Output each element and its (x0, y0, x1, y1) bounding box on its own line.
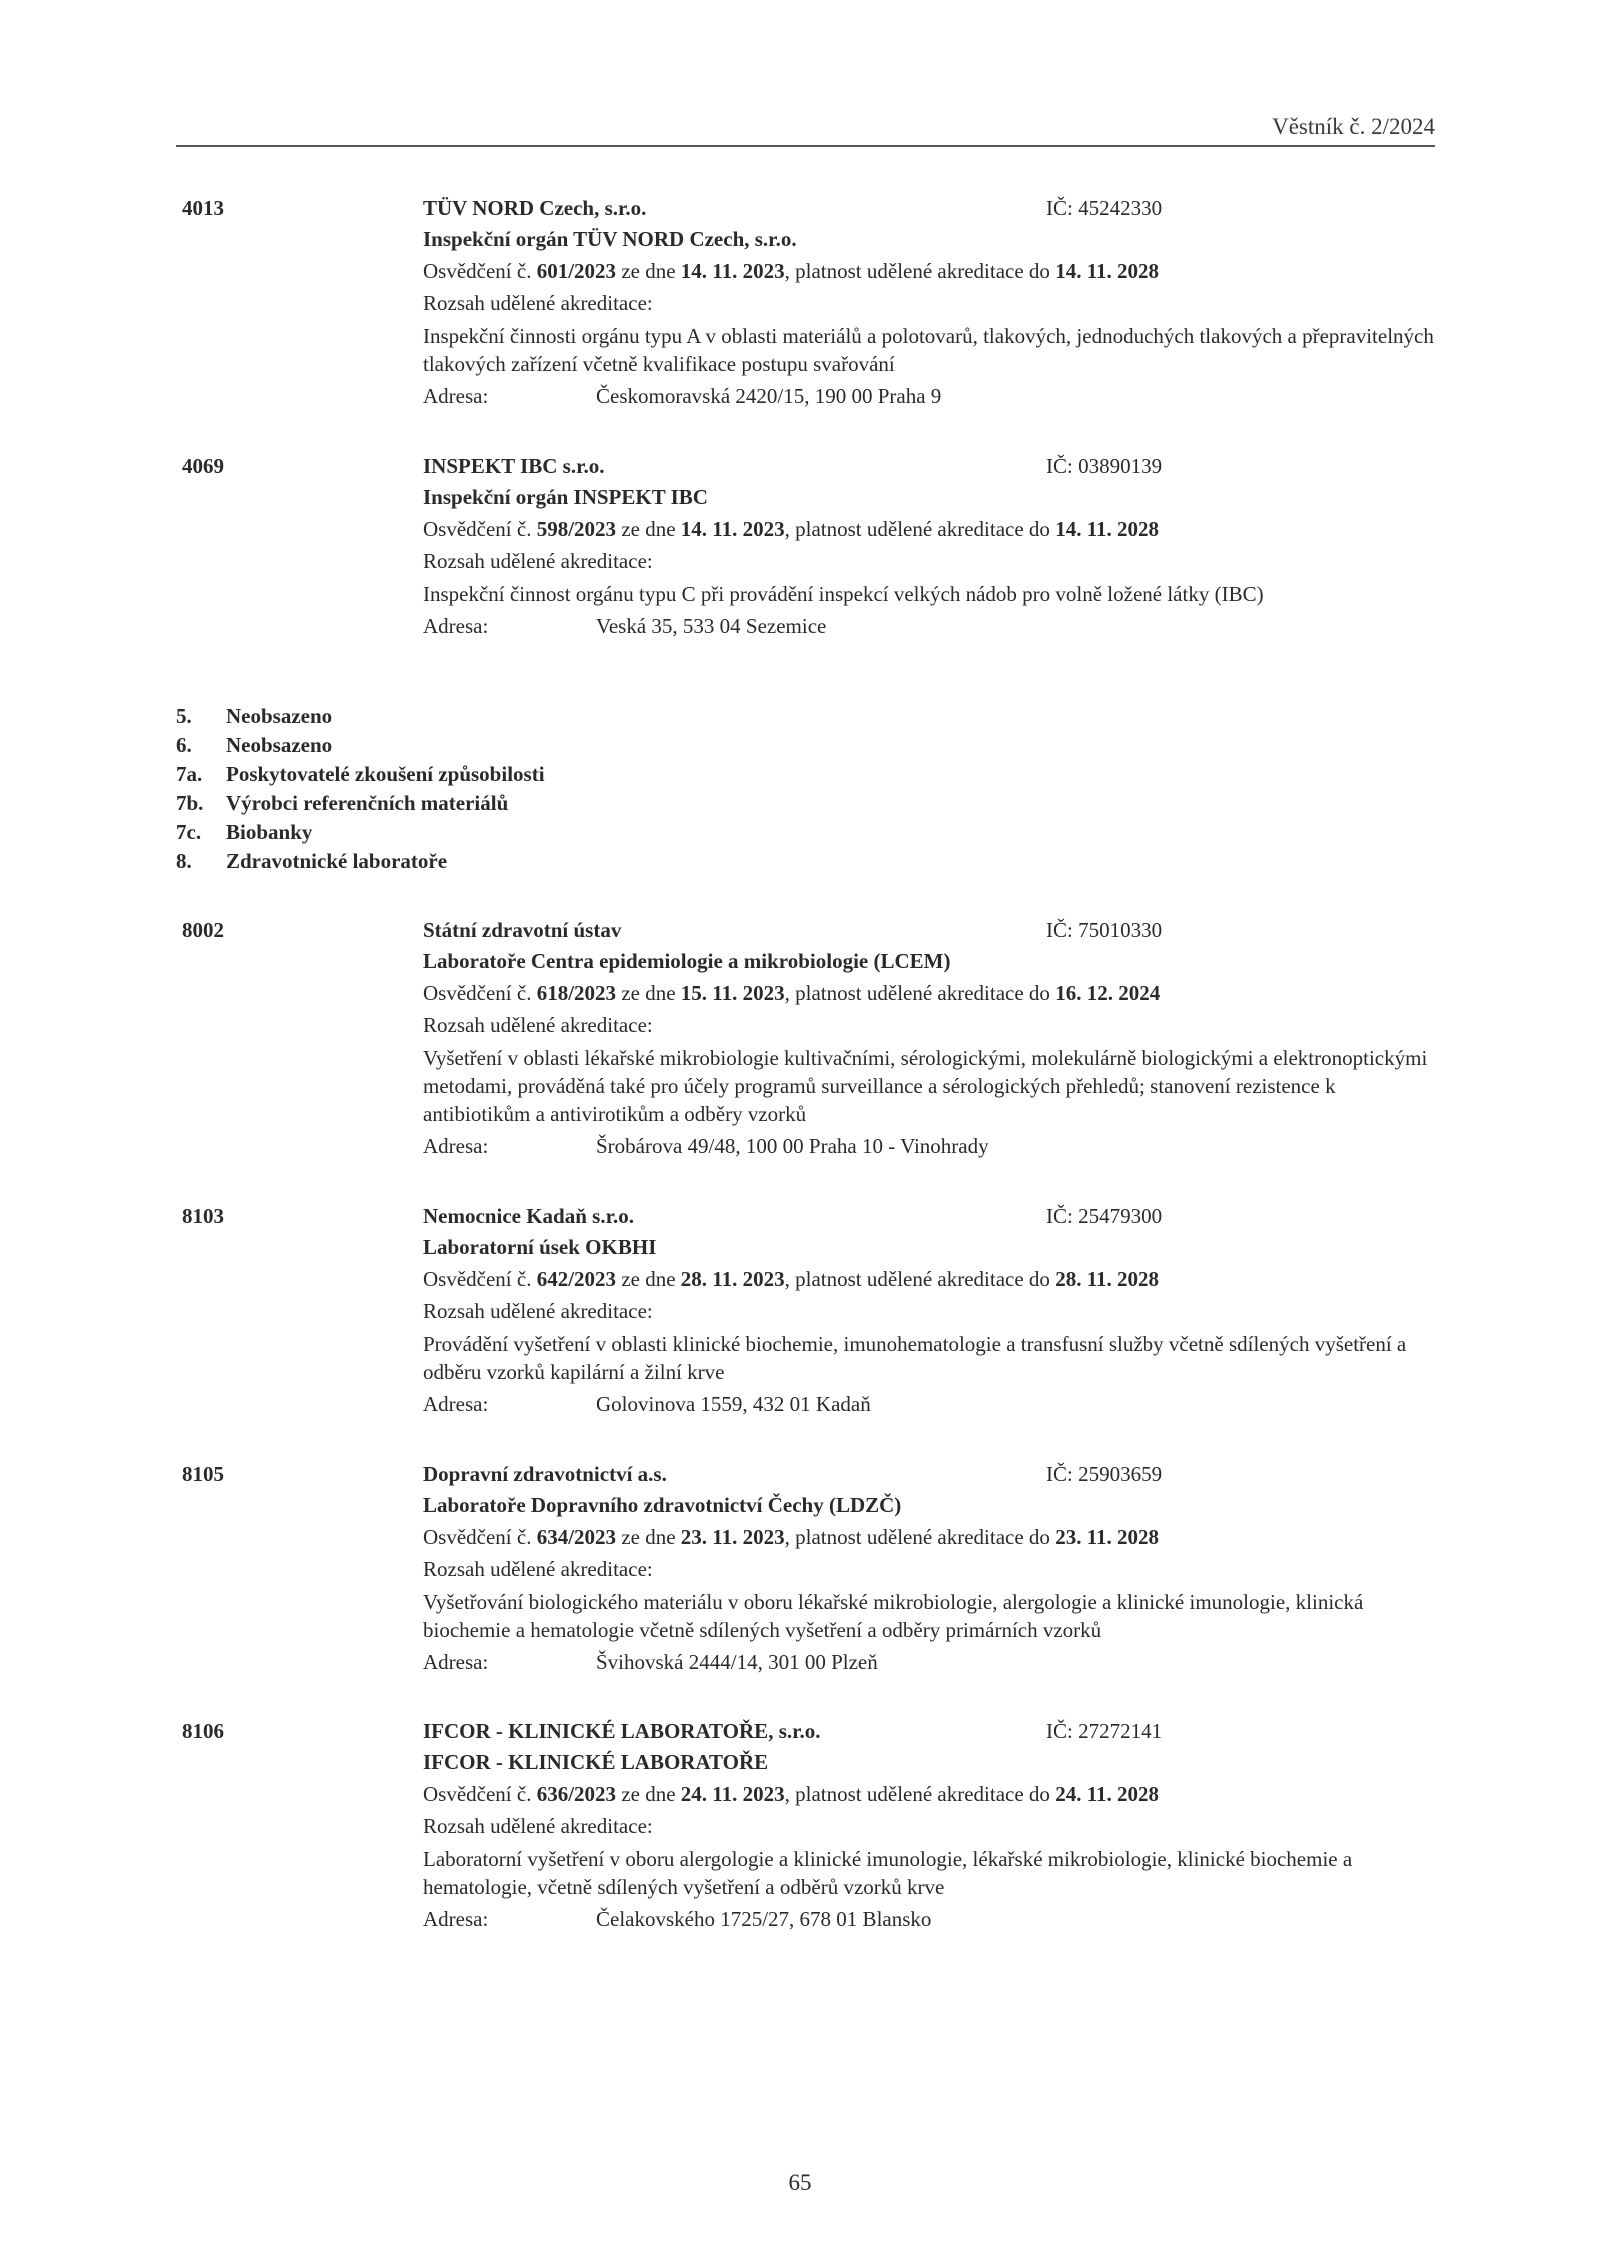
entry-ico: IČ: 25903659 (1046, 1462, 1163, 1486)
entry-address: Adresa: Českomoravská 2420/15, 190 00 Praha 9 (423, 384, 942, 408)
entry-certificate: Osvědčení č. 642/2023 ze dne 28. 11. 2023, platnost udělené akreditace do 28. 11. 2028 (423, 1267, 1160, 1291)
entry-scope-label: Rozsah udělené akreditace: (423, 1299, 653, 1323)
entry-number: 8105 (182, 1462, 224, 1486)
entry-scope-text: Laboratorní vyšetření v oboru alergologie a klinické imunologie, lékařské mikrobiologie, klinické biochemie a hematologie, včetně sdílených vyšetření a odběrů vzorků krve (423, 1847, 1353, 1899)
entry-scope-label: Rozsah udělené akreditace: (423, 1557, 653, 1581)
entry-lab-name: IFCOR - KLINICKÉ LABORATOŘE (423, 1750, 769, 1774)
section-heading: 7c. Biobanky (176, 820, 313, 844)
page-number: 65 (788, 2170, 812, 2195)
page-header-title: Věstník č. 2/2024 (1272, 114, 1435, 139)
entry-certificate: Osvědčení č. 598/2023 ze dne 14. 11. 2023, platnost udělené akreditace do 14. 11. 2028 (423, 517, 1160, 541)
section-heading: 7a. Poskytovatelé zkoušení způsobilosti (176, 762, 545, 786)
entry-address: Adresa: Šrobárova 49/48, 100 00 Praha 10 - Vinohrady (423, 1134, 989, 1158)
entry-number: 8002 (182, 918, 224, 942)
entry-ico: IČ: 25479300 (1046, 1204, 1163, 1228)
section-heading: 7b. Výrobci referenčních materiálů (176, 791, 509, 815)
entry-organization: Dopravní zdravotnictví a.s. (423, 1462, 667, 1486)
entry-address: Adresa: Švihovská 2444/14, 301 00 Plzeň (423, 1650, 878, 1674)
entry-scope-text: Vyšetřování biologického materiálu v oboru lékařské mikrobiologie, alergologie a klinické imunologie, klinická biochemie a hematologie včetně sdílených vyšetření a odběry primárních vzorků (423, 1590, 1364, 1642)
entry-number: 4069 (182, 454, 224, 478)
entry-scope-label: Rozsah udělené akreditace: (423, 1814, 653, 1838)
entry-lab-name: Inspekční orgán INSPEKT IBC (423, 485, 708, 509)
entry-number: 4013 (182, 196, 224, 220)
header-rule (176, 145, 1435, 147)
entry-lab-name: Laboratoře Centra epidemiologie a mikrobiologie (LCEM) (423, 949, 951, 973)
entry-scope-text: Provádění vyšetření v oblasti klinické biochemie, imunohematologie a transfusní služby včetně sdílených vyšetření a odběru vzorků kapilární a žilní krve (423, 1332, 1407, 1384)
entry-scope-text: Vyšetření v oblasti lékařské mikrobiologie kultivačními, sérologickými, molekulárně biologickými a elektronoptickými metodami, prováděná také pro účely programů surveillance a sérologických přehledů; stanovení rezistence k antibiotikům a antivirotikům a odběry vzorků (423, 1046, 1428, 1126)
entry-certificate: Osvědčení č. 618/2023 ze dne 15. 11. 2023, platnost udělené akreditace do 16. 12. 2024 (423, 981, 1161, 1005)
entry-scope-text: Inspekční činnosti orgánu typu A v oblasti materiálů a polotovarů, tlakových, jednoduchých tlakových a přepravitelných tlakových zařízení včetně kvalifikace postupu svařování (423, 324, 1434, 376)
entry-number: 8106 (182, 1719, 224, 1743)
entry-number: 8103 (182, 1204, 224, 1228)
entry-lab-name: Inspekční orgán TÜV NORD Czech, s.r.o. (423, 227, 797, 251)
entry-organization: INSPEKT IBC s.r.o. (423, 454, 605, 478)
entry-scope-text: Inspekční činnost orgánu typu C při provádění inspekcí velkých nádob pro volně ložené látky (IBC) (423, 582, 1264, 606)
section-heading: 8. Zdravotnické laboratoře (176, 849, 448, 873)
entry-ico: IČ: 03890139 (1046, 454, 1163, 478)
entry-address: Adresa: Čelakovského 1725/27, 678 01 Blansko (423, 1907, 932, 1931)
entry-certificate: Osvědčení č. 636/2023 ze dne 24. 11. 2023, platnost udělené akreditace do 24. 11. 2028 (423, 1782, 1160, 1806)
entry-address: Adresa: Golovinova 1559, 432 01 Kadaň (423, 1392, 871, 1416)
entry-organization: Státní zdravotní ústav (423, 918, 622, 942)
section-list (176, 703, 545, 877)
entry-ico: IČ: 45242330 (1046, 196, 1163, 220)
entry-certificate: Osvědčení č. 634/2023 ze dne 23. 11. 2023, platnost udělené akreditace do 23. 11. 2028 (423, 1525, 1160, 1549)
entry-organization: Nemocnice Kadaň s.r.o. (423, 1204, 634, 1228)
entry-organization: TÜV NORD Czech, s.r.o. (423, 196, 647, 220)
entry-lab-name: Laboratoře Dopravního zdravotnictví Čechy (LDZČ) (423, 1493, 902, 1517)
entry-address: Adresa: Veská 35, 533 04 Sezemice (423, 614, 827, 638)
entry-ico: IČ: 27272141 (1046, 1719, 1163, 1743)
section-heading: 6. Neobsazeno (176, 733, 333, 757)
entry-scope-label: Rozsah udělené akreditace: (423, 291, 653, 315)
entry-organization: IFCOR - KLINICKÉ LABORATOŘE, s.r.o. (423, 1719, 821, 1743)
entry-ico: IČ: 75010330 (1046, 918, 1163, 942)
section-heading: 5. Neobsazeno (176, 704, 333, 728)
entry-certificate: Osvědčení č. 601/2023 ze dne 14. 11. 2023, platnost udělené akreditace do 14. 11. 2028 (423, 259, 1160, 283)
entry-scope-label: Rozsah udělené akreditace: (423, 549, 653, 573)
entry-scope-label: Rozsah udělené akreditace: (423, 1013, 653, 1037)
entry-lab-name: Laboratorní úsek OKBHI (423, 1235, 657, 1259)
